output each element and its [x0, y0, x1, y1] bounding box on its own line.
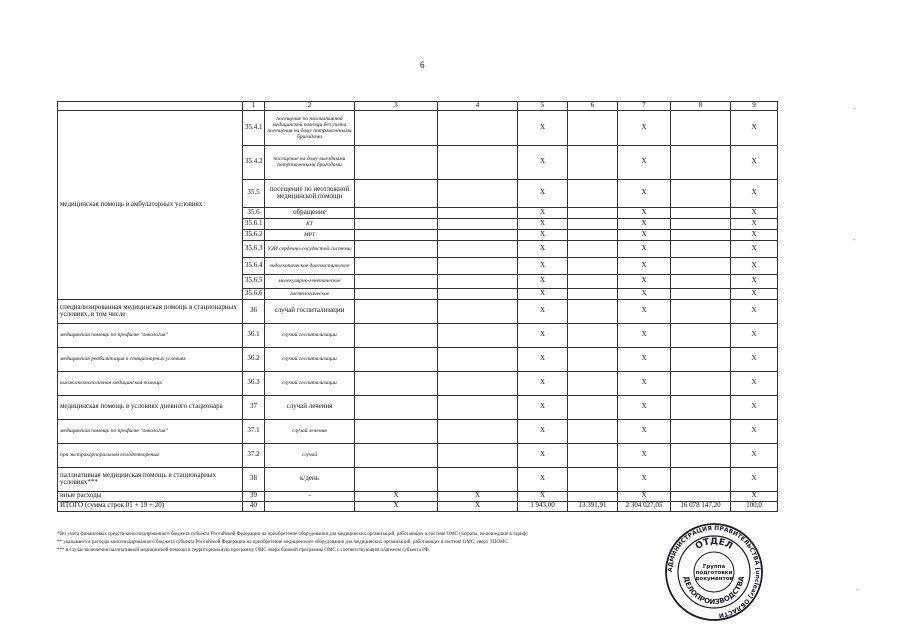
- value-cell: X: [731, 179, 778, 207]
- value-cell: X: [618, 299, 671, 323]
- unit-cell: молекулярно-генетическое: [265, 274, 355, 288]
- value-cell: X: [731, 395, 778, 419]
- unit-cell: гистологическое: [265, 288, 355, 299]
- row-code: 35.6: [243, 207, 265, 218]
- margin-mark: -: [853, 235, 856, 244]
- value-cell: [355, 207, 438, 218]
- footnote: *** в случае включения паллиативной медицинской помощи в территориальную программу ОМС сверх базовой программы ОМС с соответствующим платежом субъекта РФ: [57, 548, 429, 553]
- value-cell: [671, 207, 731, 218]
- row-label: иные расходы: [58, 491, 243, 501]
- value-cell: [568, 240, 618, 257]
- value-cell: X: [731, 240, 778, 257]
- row-label: специализированная медицинская помощь в стационарных условиях, в том числе: [58, 299, 243, 323]
- stamp-ring-text: АДМИНИСТРАЦИЯ ПРАВИТЕЛЬСТВА [unclear] ОБЛАСТИ: [666, 524, 762, 619]
- value-cell: X: [618, 443, 671, 467]
- value-cell: [438, 145, 518, 179]
- unit-cell: УЗИ сердечно-сосудистой системы: [265, 240, 355, 257]
- row-code: 35.4.2: [243, 145, 265, 179]
- value-cell: X: [618, 257, 671, 274]
- header-cell: 5: [518, 102, 568, 111]
- row-code: 36.1: [243, 323, 265, 347]
- unit-cell: эндоскопическое диагностическое: [265, 257, 355, 274]
- value-cell: X: [731, 491, 778, 501]
- table-row: [58, 395, 778, 419]
- value-cell: X: [618, 207, 671, 218]
- value-cell: X: [438, 491, 518, 501]
- table-row: [58, 491, 778, 501]
- row-code: 35.6.2: [243, 229, 265, 240]
- value-cell: X: [731, 419, 778, 443]
- value-cell: [568, 207, 618, 218]
- value-cell: X: [731, 288, 778, 299]
- margin-mark: -: [856, 585, 859, 594]
- row-code: 35.6.6: [243, 288, 265, 299]
- value-cell: [671, 110, 731, 145]
- value-cell: X: [618, 491, 671, 501]
- value-cell: [355, 110, 438, 145]
- row-label: медицинская помощь по профилю "онкология": [58, 323, 243, 347]
- value-cell: X: [355, 501, 438, 511]
- value-cell: [671, 491, 731, 501]
- row-code: 35.6.4: [243, 257, 265, 274]
- header-cell: 9: [731, 102, 778, 111]
- row-code: 35.4.1: [243, 110, 265, 145]
- value-cell: X: [618, 288, 671, 299]
- unit-cell: посещение на дому выездными патронажными бригадами: [265, 145, 355, 179]
- value-cell: [671, 274, 731, 288]
- table-row: [58, 371, 778, 395]
- header-cell: 3: [355, 102, 438, 111]
- row-code: 35.6.3: [243, 240, 265, 257]
- value-cell: [568, 443, 618, 467]
- value-cell: X: [618, 419, 671, 443]
- value-cell: X: [518, 240, 568, 257]
- value-cell: [438, 179, 518, 207]
- unit-cell: посещение по неотложной медицинской помощи: [265, 179, 355, 207]
- value-cell: [568, 218, 618, 229]
- unit-cell: случай госпитализации: [265, 347, 355, 371]
- unit-cell: [265, 501, 355, 511]
- expenditure-table: [57, 101, 778, 512]
- row-code: 36: [243, 299, 265, 323]
- value-cell: 100,0: [731, 501, 778, 511]
- value-cell: X: [731, 229, 778, 240]
- value-cell: X: [618, 395, 671, 419]
- value-cell: [355, 467, 438, 491]
- value-cell: [671, 179, 731, 207]
- value-cell: [568, 323, 618, 347]
- value-cell: X: [518, 419, 568, 443]
- value-cell: X: [518, 395, 568, 419]
- value-cell: [568, 467, 618, 491]
- value-cell: [355, 229, 438, 240]
- value-cell: X: [518, 288, 568, 299]
- value-cell: [438, 229, 518, 240]
- unit-cell: обращение: [265, 207, 355, 218]
- value-cell: 1 943,00: [518, 501, 568, 511]
- footnote: ** указываются расходы консолидированного бюджета субъекта Российской Федерации на приобретение медицинского оборудования для медицинских организаций, работающих в системе ОМС, сверх ТПОМС: [57, 540, 508, 545]
- value-cell: [438, 347, 518, 371]
- value-cell: X: [518, 229, 568, 240]
- page-number: 6: [420, 60, 425, 70]
- header-cell: 7: [618, 102, 671, 111]
- value-cell: X: [518, 299, 568, 323]
- value-cell: X: [618, 323, 671, 347]
- value-cell: [671, 240, 731, 257]
- value-cell: [438, 395, 518, 419]
- row-code: 35.6.1: [243, 218, 265, 229]
- header-cell: 1: [243, 102, 265, 111]
- value-cell: 13 391,91: [568, 501, 618, 511]
- value-cell: [355, 323, 438, 347]
- value-cell: X: [618, 371, 671, 395]
- value-cell: [355, 395, 438, 419]
- unit-cell: МРТ: [265, 229, 355, 240]
- value-cell: [671, 395, 731, 419]
- value-cell: [568, 395, 618, 419]
- stamp-dept-top: ОТДЕЛ: [693, 536, 735, 552]
- value-cell: [568, 274, 618, 288]
- table-body: [58, 102, 778, 512]
- value-cell: X: [518, 467, 568, 491]
- value-cell: X: [731, 371, 778, 395]
- unit-cell: случай госпитализации: [265, 371, 355, 395]
- value-cell: [568, 179, 618, 207]
- value-cell: 16 078 147,20: [671, 501, 731, 511]
- row-code: 40: [243, 501, 265, 511]
- value-cell: X: [518, 179, 568, 207]
- value-cell: X: [518, 371, 568, 395]
- value-cell: X: [618, 218, 671, 229]
- table-row: [58, 501, 778, 511]
- value-cell: [355, 299, 438, 323]
- value-cell: X: [618, 145, 671, 179]
- value-cell: X: [618, 179, 671, 207]
- value-cell: X: [518, 491, 568, 501]
- value-cell: [671, 299, 731, 323]
- row-label: ИТОГО (сумма строк 01 + 19 + 20): [58, 501, 243, 511]
- value-cell: [355, 443, 438, 467]
- row-code: 39: [243, 491, 265, 501]
- value-cell: X: [731, 347, 778, 371]
- value-cell: [355, 371, 438, 395]
- value-cell: X: [518, 257, 568, 274]
- header-cell: [58, 102, 243, 111]
- header-cell: 8: [671, 102, 731, 111]
- value-cell: X: [518, 443, 568, 467]
- value-cell: [438, 299, 518, 323]
- table-row: [58, 347, 778, 371]
- table-row: [58, 443, 778, 467]
- unit-cell: случай госпитализации: [265, 323, 355, 347]
- value-cell: X: [618, 274, 671, 288]
- value-cell: [671, 347, 731, 371]
- value-cell: [355, 274, 438, 288]
- unit-cell: случай: [265, 443, 355, 467]
- header-cell: 4: [438, 102, 518, 111]
- value-cell: [438, 240, 518, 257]
- value-cell: [568, 419, 618, 443]
- value-cell: [671, 467, 731, 491]
- value-cell: [671, 257, 731, 274]
- row-code: 36.2: [243, 347, 265, 371]
- unit-cell: -: [265, 491, 355, 501]
- value-cell: [568, 110, 618, 145]
- table-row: [58, 419, 778, 443]
- value-cell: [671, 229, 731, 240]
- value-cell: [671, 218, 731, 229]
- value-cell: [438, 467, 518, 491]
- value-cell: [355, 218, 438, 229]
- value-cell: X: [618, 347, 671, 371]
- row-code: 35.6.5: [243, 274, 265, 288]
- unit-cell: КТ: [265, 218, 355, 229]
- row-code: 37: [243, 395, 265, 419]
- row-label: высокотехнологичная медицинская помощь: [58, 371, 243, 395]
- unit-cell: посещение по паллиативной медицинской помощи без учета посещения на дому патронажными бригадами: [265, 110, 355, 145]
- stamp-dept-bottom: ДЕЛОПРОИЗВОДСТВА: [681, 575, 746, 607]
- row-label: медицинская помощь по профилю "онкология": [58, 419, 243, 443]
- value-cell: [355, 240, 438, 257]
- value-cell: [568, 491, 618, 501]
- value-cell: X: [618, 240, 671, 257]
- value-cell: [438, 218, 518, 229]
- value-cell: [568, 347, 618, 371]
- header-cell: 2: [265, 102, 355, 111]
- footnote: *без учета финансовых средств консолидированного бюджета субъекта Российской Федерации на приобретение оборудования для медицинских организаций, работающих в системе ОМС (затраты, не вошедшие в тариф): [57, 532, 528, 537]
- value-cell: [671, 288, 731, 299]
- row-code: 35.5: [243, 179, 265, 207]
- table-row: [58, 299, 778, 323]
- value-cell: X: [355, 491, 438, 501]
- stamp-center-line: подготовки: [695, 570, 733, 576]
- footnotes: [57, 531, 717, 555]
- row-label: медицинская помощь в амбулаторных условиях: [58, 110, 243, 299]
- unit-cell: случай госпитализации: [265, 299, 355, 323]
- value-cell: [438, 274, 518, 288]
- value-cell: [438, 110, 518, 145]
- value-cell: [671, 443, 731, 467]
- value-cell: X: [731, 145, 778, 179]
- value-cell: X: [518, 218, 568, 229]
- value-cell: [355, 179, 438, 207]
- value-cell: X: [731, 323, 778, 347]
- value-cell: X: [518, 274, 568, 288]
- unit-cell: случай лечения: [265, 419, 355, 443]
- value-cell: [568, 371, 618, 395]
- value-cell: X: [518, 145, 568, 179]
- value-cell: [671, 323, 731, 347]
- value-cell: [355, 347, 438, 371]
- row-label: медицинская помощь в условиях дневного стационара: [58, 395, 243, 419]
- value-cell: [568, 145, 618, 179]
- stamp-center-line: Группа: [702, 564, 726, 570]
- value-cell: [355, 257, 438, 274]
- row-code: 38: [243, 467, 265, 491]
- table-row: [58, 467, 778, 491]
- unit-cell: к/день: [265, 467, 355, 491]
- value-cell: X: [618, 467, 671, 491]
- margin-mark: -: [853, 104, 856, 113]
- value-cell: X: [618, 110, 671, 145]
- table-row: [58, 110, 778, 145]
- value-cell: X: [731, 110, 778, 145]
- row-label: паллиативная медицинская помощь в стационарных условиях***: [58, 467, 243, 491]
- value-cell: X: [618, 229, 671, 240]
- value-cell: [568, 257, 618, 274]
- value-cell: [355, 145, 438, 179]
- value-cell: X: [438, 501, 518, 511]
- value-cell: [355, 419, 438, 443]
- value-cell: [438, 419, 518, 443]
- unit-cell: случай лечения: [265, 395, 355, 419]
- value-cell: X: [731, 443, 778, 467]
- row-code: 37.1: [243, 419, 265, 443]
- value-cell: X: [731, 218, 778, 229]
- value-cell: [438, 371, 518, 395]
- value-cell: [355, 288, 438, 299]
- header-cell: 6: [568, 102, 618, 111]
- value-cell: [671, 419, 731, 443]
- row-label: медицинская реабилитация в стационарных условиях: [58, 347, 243, 371]
- table-row: [58, 323, 778, 347]
- value-cell: [568, 288, 618, 299]
- value-cell: X: [731, 274, 778, 288]
- row-code: 37.2: [243, 443, 265, 467]
- row-label: при экстракорпоральном оплодотворении: [58, 443, 243, 467]
- value-cell: X: [518, 323, 568, 347]
- value-cell: [438, 288, 518, 299]
- value-cell: [671, 371, 731, 395]
- value-cell: X: [731, 257, 778, 274]
- value-cell: 2 304 027,05: [618, 501, 671, 511]
- value-cell: X: [518, 207, 568, 218]
- value-cell: [438, 323, 518, 347]
- value-cell: X: [731, 467, 778, 491]
- value-cell: X: [518, 110, 568, 145]
- header-row: [58, 102, 778, 111]
- value-cell: [438, 257, 518, 274]
- official-stamp: [664, 522, 764, 622]
- value-cell: X: [518, 347, 568, 371]
- value-cell: [438, 443, 518, 467]
- value-cell: X: [731, 299, 778, 323]
- value-cell: [438, 207, 518, 218]
- row-code: 36.3: [243, 371, 265, 395]
- value-cell: [568, 229, 618, 240]
- value-cell: [671, 145, 731, 179]
- value-cell: [568, 299, 618, 323]
- value-cell: X: [731, 207, 778, 218]
- stamp-center-line: документов: [694, 576, 734, 582]
